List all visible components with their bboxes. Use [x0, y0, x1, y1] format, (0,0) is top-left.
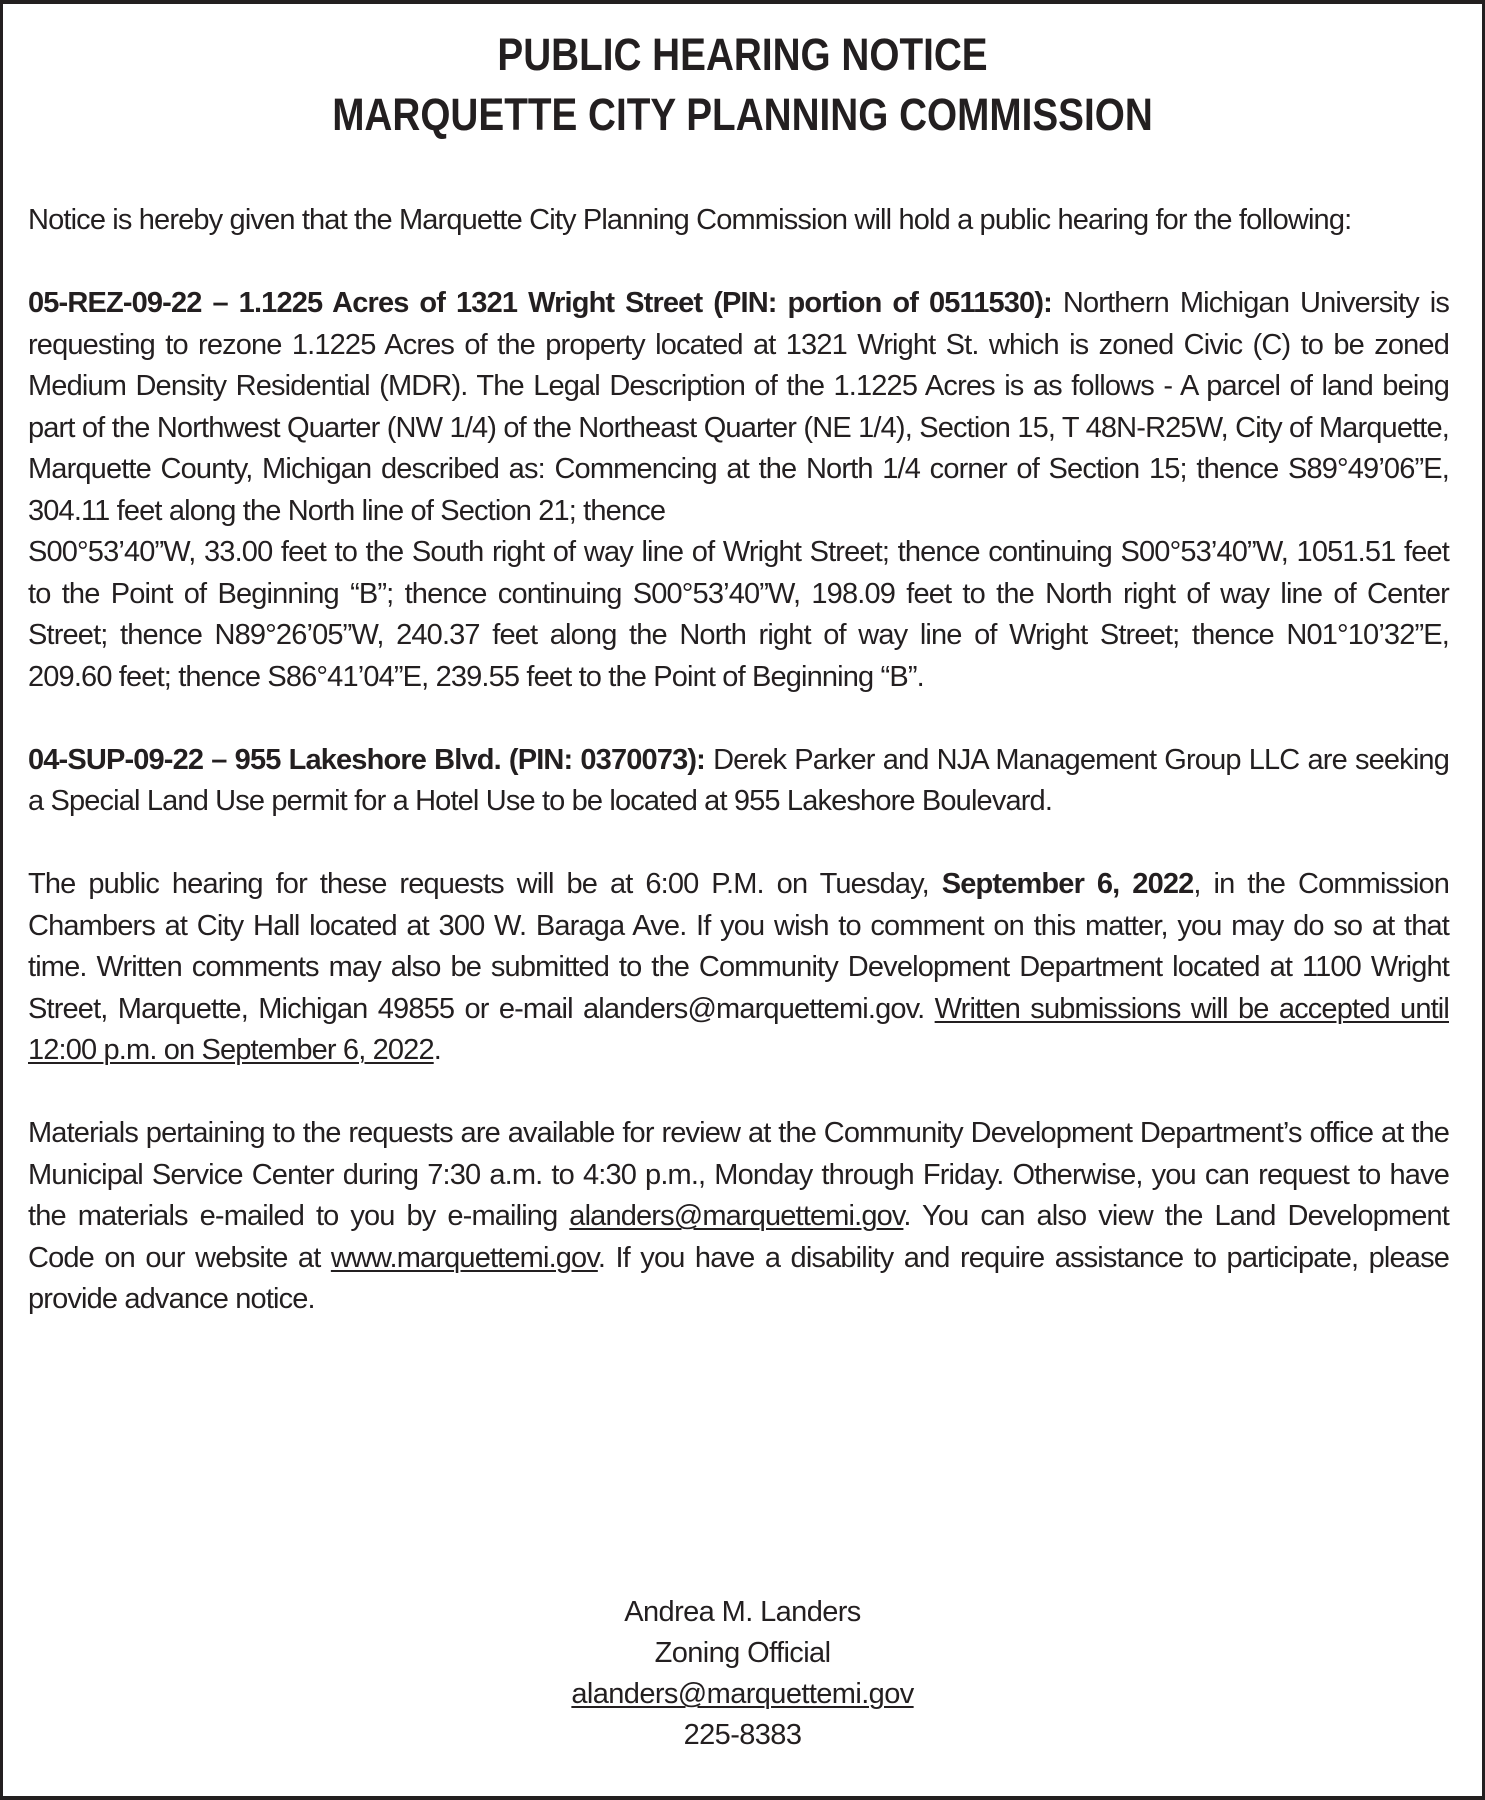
- materials-email-link[interactable]: alanders@marquettemi.gov: [569, 1200, 904, 1232]
- item-rezone-legal-continued: [28, 532, 1449, 698]
- notice-title: PUBLIC HEARING NOTICE: [497, 29, 988, 80]
- signature-phone: 225-8383: [683, 1719, 802, 1751]
- hearing-text: The public hearing for these requests will be at 6:00 P.M. on Tuesday,: [28, 868, 942, 900]
- hearing-text-continued: , in the Commission Chambers at City Hall located at 300 W. Baraga Ave. If you wish to comment on this matter, you may do so at that time. Written comments may also be submitted to the Community Development Department located at 1100 Wright Street, Marquette, Michigan 49855 or e-mail alanders@marquettemi.gov.: [28, 868, 1450, 1025]
- hearing-paragraph: [28, 864, 1449, 1072]
- item-sup-heading: 04-SUP-09-22 – 955 Lakeshore Blvd. (PIN: 0370073):: [28, 743, 705, 776]
- item-sup-paragraph: [28, 740, 1449, 823]
- signature-email-link[interactable]: alanders@marquettemi.gov: [571, 1678, 914, 1710]
- hearing-date: September 6, 2022: [941, 868, 1194, 900]
- materials-paragraph: [28, 1113, 1449, 1321]
- submission-deadline: Written submissions will be accepted until 12:00 p.m. on September 6, 2022: [28, 992, 1449, 1066]
- materials-text-end: . If you have a disability and require assistance to participate, please provide advance notice.: [28, 1241, 1449, 1315]
- intro-text: Notice is hereby given that the Marquette City Planning Commission will hold a public hearing for the following:: [28, 204, 1352, 236]
- intro-paragraph: [28, 200, 1449, 242]
- website-link[interactable]: www.marquettemi.gov: [330, 1241, 598, 1274]
- hearing-end: .: [433, 1034, 441, 1066]
- materials-text: Materials pertaining to the requests are available for review at the Community Development Department’s office at the Municipal Service Center during 7:30 a.m. to 4:30 p.m., Monday through Friday. Otherwise, you can request to have the materials e-mailed to you by e-mailing: [28, 1117, 1449, 1232]
- item-rezone-heading: 05-REZ-09-22 – 1.1225 Acres of 1321 Wright Street (PIN: portion of 0511530):: [28, 287, 1052, 319]
- item-rezone-text: Northern Michigan University is requesting to rezone 1.1225 Acres of the property located at 1321 Wright St. which is zoned Civic (C) to be zoned Medium Density Residential (MDR). The Legal Description of the 1.1225 Acres is as follows - A parcel of land being part of the Northwest Quarter (NW 1/4) of the Northeast Quarter (NE 1/4), Section 15, T 48N-R25W, City of Marquette, Marquette County, Michigan described as: Commencing at the North 1/4 corner of Section 15; thence S89°49’06”E, 304.11 feet along the North line of Section 21; thence: [28, 287, 1450, 527]
- signature-title: Zoning Official: [654, 1637, 831, 1669]
- materials-text-continued: . You can also view the Land Development Code on our website at: [28, 1200, 1450, 1274]
- signature-block: [0, 1592, 1485, 1756]
- notice-subtitle: MARQUETTE CITY PLANNING COMMISSION: [332, 89, 1153, 140]
- signature-name: Andrea M. Landers: [624, 1596, 861, 1628]
- item-rezone-text-continued: S00°53’40”W, 33.00 feet to the South right of way line of Wright Street; thence continuing S00°53’40”W, 1051.51 feet to the Point of Beginning “B”; thence continuing S00°53’40”W, 198.09 feet to the North right of way line of Center Street; thence N89°26’05”W, 240.37 feet along the North right of way line of Wright Street; thence N01°10’32”E, 209.60 feet; thence S86°41’04”E, 239.55 feet to the Point of Beginning “B”.: [28, 536, 1449, 693]
- notice-body: [28, 200, 1449, 1362]
- item-rezone-paragraph: [28, 283, 1449, 532]
- item-sup-text: Derek Parker and NJA Management Group LLC are seeking a Special Land Use permit for a Hotel Use to be located at 955 Lakeshore Boulevard.: [28, 743, 1449, 817]
